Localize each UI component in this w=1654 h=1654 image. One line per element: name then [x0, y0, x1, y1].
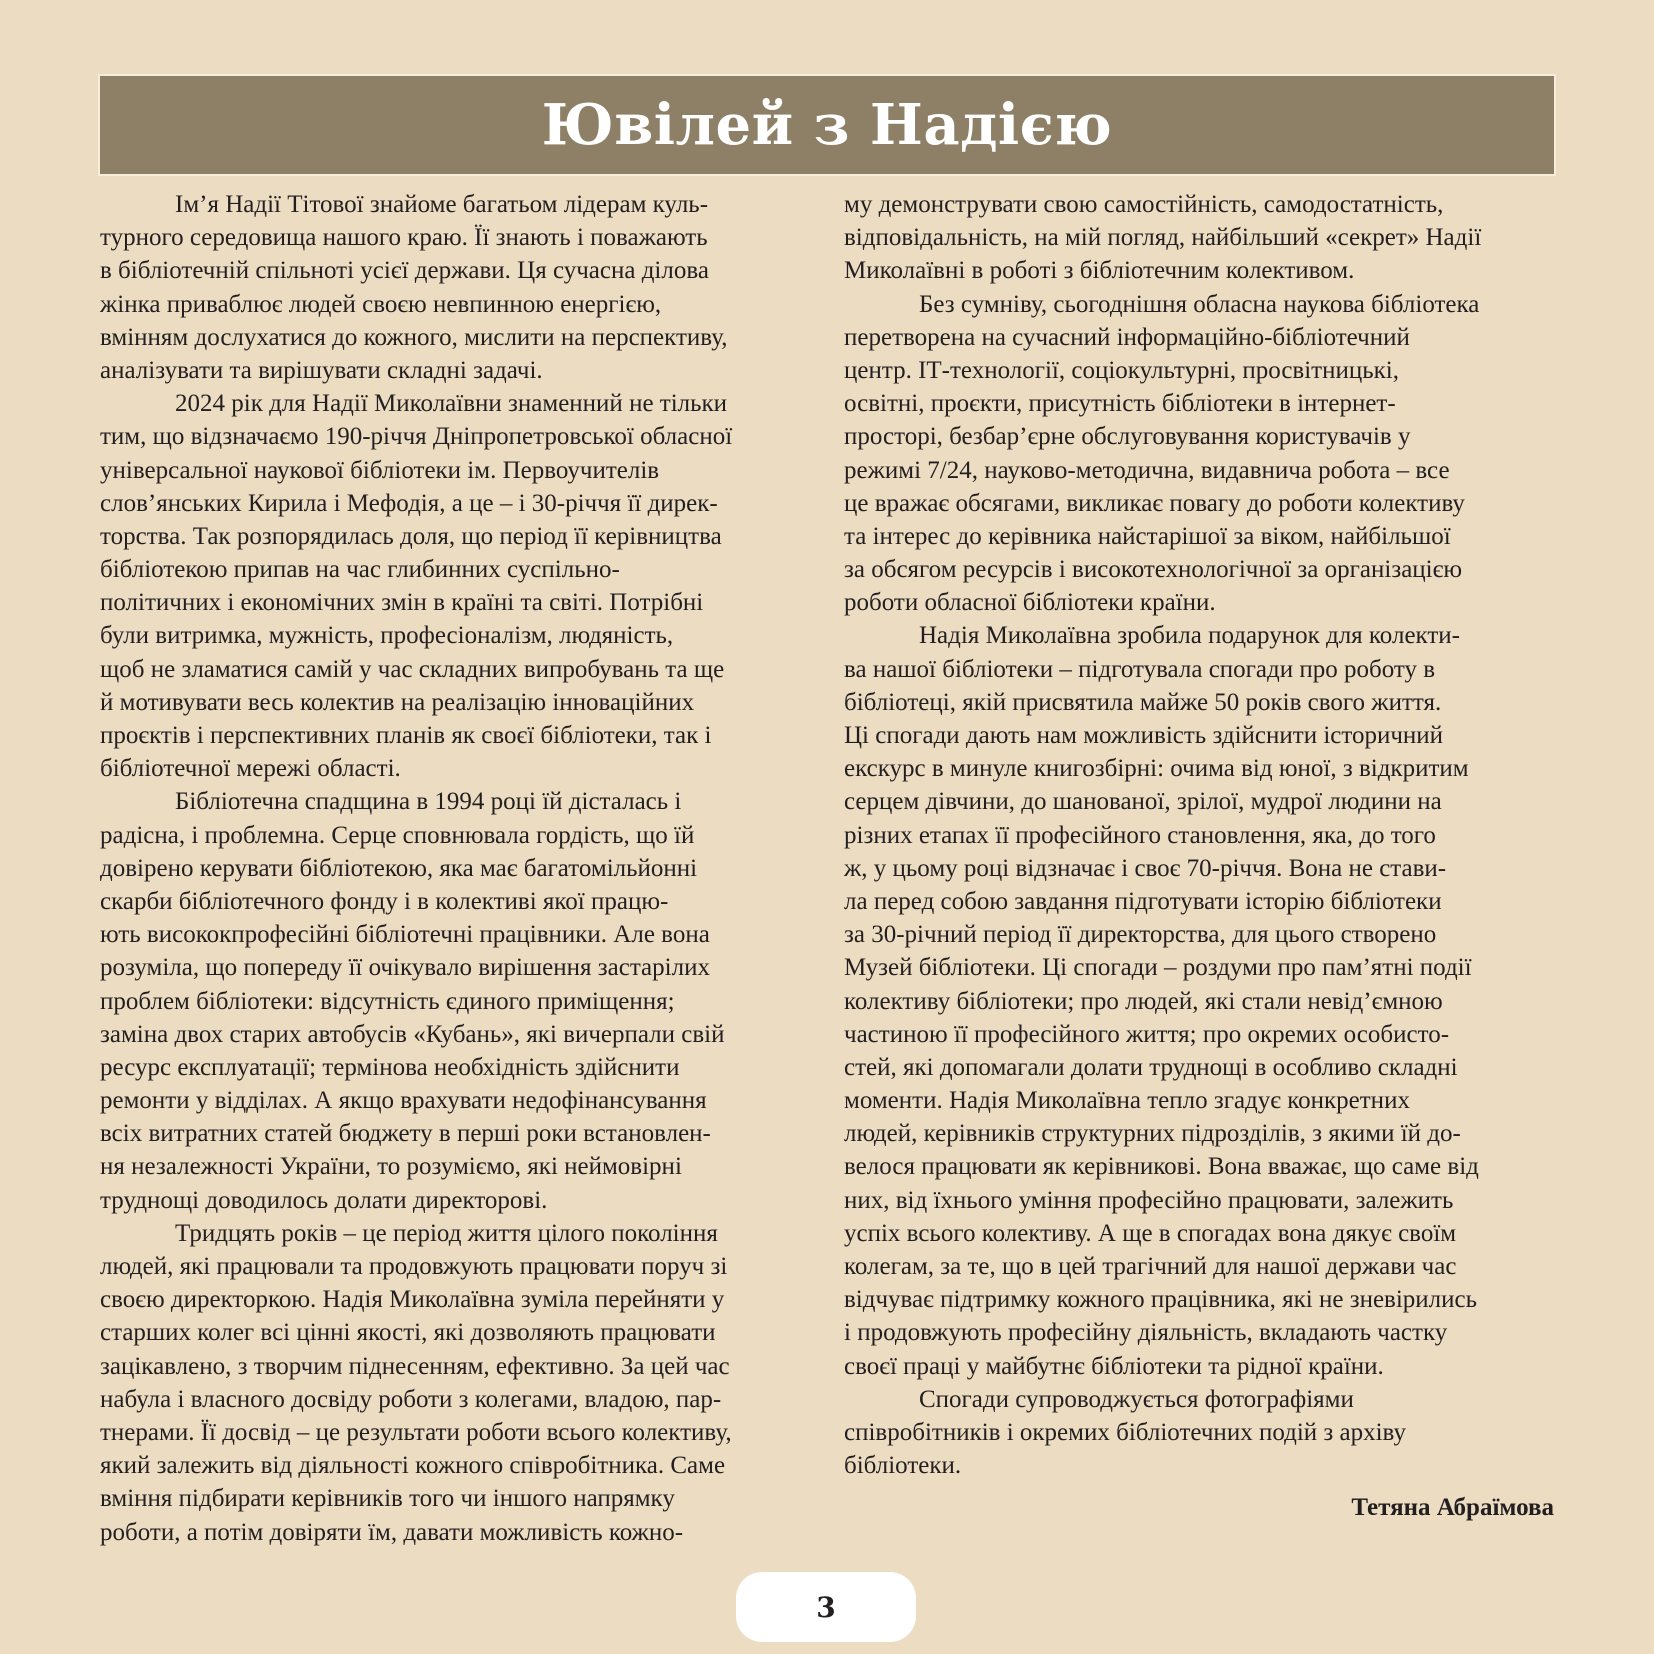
- text-line: бібліотекою припав на час глибинних суспільно-: [100, 556, 620, 584]
- text-line: універсальної наукової бібліотеки ім. Первоучителів: [100, 456, 660, 484]
- right-text-column: [844, 188, 1554, 1482]
- left-text-column: [100, 188, 806, 1549]
- text-line: Ім’я Надії Тітової знайоме багатьом лідерам куль-: [175, 191, 709, 218]
- text-line: скарби бібліотечного фонду і в колективі якої працю-: [100, 887, 669, 915]
- text-line: стей, які допомагали долати труднощі в особливо складні: [844, 1053, 1458, 1081]
- text-line: за 30-річний період її директорства, для цього створено: [844, 921, 1437, 949]
- text-line: ресурс експлуатації; термінова необхідність здійснити: [100, 1053, 680, 1081]
- text-line: роботи, а потім довіряти їм, давати можливість кожно-: [100, 1518, 684, 1546]
- text-line: центр. ІТ-технології, соціокультурні, просвітницькі,: [844, 356, 1399, 384]
- page-title: Ювілей з Надією: [541, 92, 1113, 158]
- text-line: різних етапах її професійного становлення, яка, до того: [844, 821, 1436, 849]
- text-line: роботи обласної бібліотеки країни.: [844, 589, 1216, 617]
- text-line: серцем дівчини, до шанованої, зрілої, мудрої людини на: [844, 788, 1442, 816]
- text-line: моменти. Надія Миколаївна тепло згадує конкретних: [844, 1087, 1410, 1115]
- text-line: Бібліотечна спадщина в 1994 році їй дісталась і: [175, 788, 682, 816]
- text-line: ють висококпрофесійні бібліотечні працівники. Але вона: [100, 921, 710, 949]
- text-line: вміння підбирати керівників того чи іншого напрямку: [100, 1485, 675, 1513]
- text-line: зацікавлено, з творчим піднесенням, ефективно. За цей час: [100, 1352, 730, 1380]
- text-line: ж, у цьому році відзначає і своє 70-річчя. Вона не стави-: [844, 854, 1447, 882]
- text-line: колегам, за те, що в цей трагічний для нашої держави час: [844, 1253, 1457, 1280]
- text-line: частиною її професійного життя; про окремих особисто-: [844, 1020, 1450, 1048]
- text-line: бібліотеці, якій присвятила майже 50 років свого життя.: [844, 688, 1442, 716]
- text-line: співробітників і окремих бібліотечних подій з архіву: [844, 1418, 1407, 1446]
- text-line: ва нашої бібліотеки – підготувала спогади про роботу в: [844, 655, 1436, 683]
- text-line: своєю директоркою. Надія Миколаївна зуміла перейняти у: [100, 1286, 725, 1314]
- title-banner: [100, 76, 1554, 174]
- text-line: жінка приваблює людей своєю невпинною енергією,: [100, 290, 662, 318]
- text-line: проєктів і перспективних планів як своєї бібліотеки, так і: [100, 722, 712, 749]
- text-line: були витримка, мужність, професіоналізм, людяність,: [100, 622, 674, 650]
- text-line: старших колег всі цінні якості, які дозволяють працювати: [100, 1319, 716, 1347]
- text-line: Без сумніву, сьогоднішня обласна наукова бібліотека: [919, 290, 1480, 318]
- text-line: в бібліотечній спільноті усієї держави. Ця сучасна ділова: [100, 257, 709, 285]
- text-line: Надія Миколаївна зробила подарунок для колекти-: [919, 622, 1460, 650]
- text-line: набула і власного досвіду роботи з колегами, владою, пар-: [100, 1385, 722, 1413]
- text-line: заміна двох старих автобусів «Кубань», які вичерпали свій: [100, 1020, 725, 1048]
- text-line: тнерами. Її досвід – це результати роботи всього колективу,: [100, 1418, 732, 1446]
- text-line: бібліотечної мережі області.: [100, 755, 401, 783]
- text-line: турного середовища нашого краю. Її знають і поважають: [100, 224, 708, 252]
- text-line: ня незалежності України, то розуміємо, які неймовірні: [100, 1153, 682, 1181]
- text-line: просторі, безбар’єрне обслуговування користувачів у: [844, 423, 1411, 451]
- text-line: це вражає обсягами, викликає повагу до роботи колективу: [844, 489, 1465, 517]
- text-line: відповідальність, на мій погляд, найбільший «секрет» Надії: [844, 224, 1482, 252]
- text-line: своєї праці у майбутнє бібліотеки та рідної країни.: [844, 1352, 1384, 1380]
- text-line: радісна, і проблемна. Серце сповнювала гордість, що їй: [100, 821, 695, 849]
- page-number: 3: [816, 1590, 836, 1624]
- text-line: розуміла, що попереду її очікувало вирішення застарілих: [100, 954, 710, 982]
- text-line: них, від їхнього уміння професійно працювати, залежить: [844, 1186, 1454, 1214]
- text-line: успіх всього колективу. А ще в спогадах вона дякує своїм: [844, 1219, 1457, 1247]
- text-line: і продовжують професійну діяльність, вкладають частку: [844, 1319, 1448, 1347]
- text-line: Тридцять років – це період життя цілого покоління: [175, 1219, 718, 1247]
- text-line: за обсягом ресурсів і високотехнологічної за організацією: [844, 556, 1463, 584]
- text-line: відчуває підтримку кожного працівника, які не зневірились: [844, 1286, 1478, 1314]
- text-line: велося працювати як керівникові. Вона вважає, що саме від: [844, 1153, 1479, 1181]
- text-line: му демонструвати свою самостійність, самодостатність,: [844, 191, 1444, 218]
- text-line: бібліотеки.: [844, 1452, 962, 1480]
- text-line: колективу бібліотеки; про людей, які стали невід’ємною: [844, 987, 1443, 1015]
- text-line: 2024 рік для Надії Миколаївни знаменний не тільки: [175, 390, 728, 418]
- text-line: людей, які працювали та продовжують працювати поруч зі: [100, 1253, 728, 1280]
- page-number-badge: [736, 1572, 916, 1642]
- text-line: аналізувати та вирішувати складні задачі.: [100, 356, 543, 384]
- text-line: та інтерес до керівника найстарішої за віком, найбільшої: [844, 522, 1451, 550]
- text-line: слов’янських Кирила і Мефодія, а це – і 30-річчя її дирек-: [100, 489, 718, 517]
- text-line: перетворена на сучасний інформаційно-бібліотечний: [844, 323, 1410, 351]
- text-line: екскурс в минуле книгозбірні: очима від юної, з відкритим: [844, 755, 1469, 783]
- text-line: Музей бібліотеки. Ці спогади – роздуми про пам’ятні події: [844, 954, 1472, 982]
- author-signature: Тетяна Абраїмова: [1351, 1494, 1554, 1521]
- text-line: ла перед собою завдання підготувати історію бібліотеки: [844, 887, 1442, 915]
- text-line: вмінням дослухатися до кожного, мислити на перспективу,: [100, 323, 728, 351]
- text-line: Миколаївні в роботі з бібліотечним колективом.: [844, 257, 1355, 285]
- text-line: й мотивувати весь колектив на реалізацію інноваційних: [100, 688, 695, 716]
- text-line: Ці спогади дають нам можливість здійснити історичний: [844, 722, 1444, 749]
- text-line: труднощі доводилось долати директорові.: [100, 1186, 548, 1214]
- text-line: тим, що відзначаємо 190-річчя Дніпропетровської обласної: [100, 423, 733, 451]
- text-line: щоб не зламатися самій у час складних випробувань та ще: [100, 655, 725, 683]
- text-line: який залежить від діяльності кожного співробітника. Саме: [100, 1452, 726, 1480]
- text-line: режимі 7/24, науково-методична, видавнича робота – все: [844, 456, 1450, 484]
- text-line: політичних і економічних змін в країні та світі. Потрібні: [100, 589, 704, 617]
- text-line: Спогади супроводжується фотографіями: [919, 1385, 1354, 1413]
- text-line: проблем бібліотеки: відсутність єдиного приміщення;: [100, 987, 675, 1015]
- text-line: всіх витратних статей бюджету в перші роки встановлен-: [100, 1120, 711, 1148]
- text-line: торства. Так розпорядилась доля, що період її керівництва: [100, 522, 722, 550]
- text-line: людей, керівників структурних підрозділів, з якими їй до-: [844, 1120, 1461, 1148]
- text-line: ремонти у відділах. А якщо врахувати недофінансування: [100, 1087, 707, 1115]
- text-line: довірено керувати бібліотекою, яка має багатомільйонні: [100, 854, 698, 882]
- text-line: освітні, проєкти, присутність бібліотеки в інтернет-: [844, 390, 1396, 418]
